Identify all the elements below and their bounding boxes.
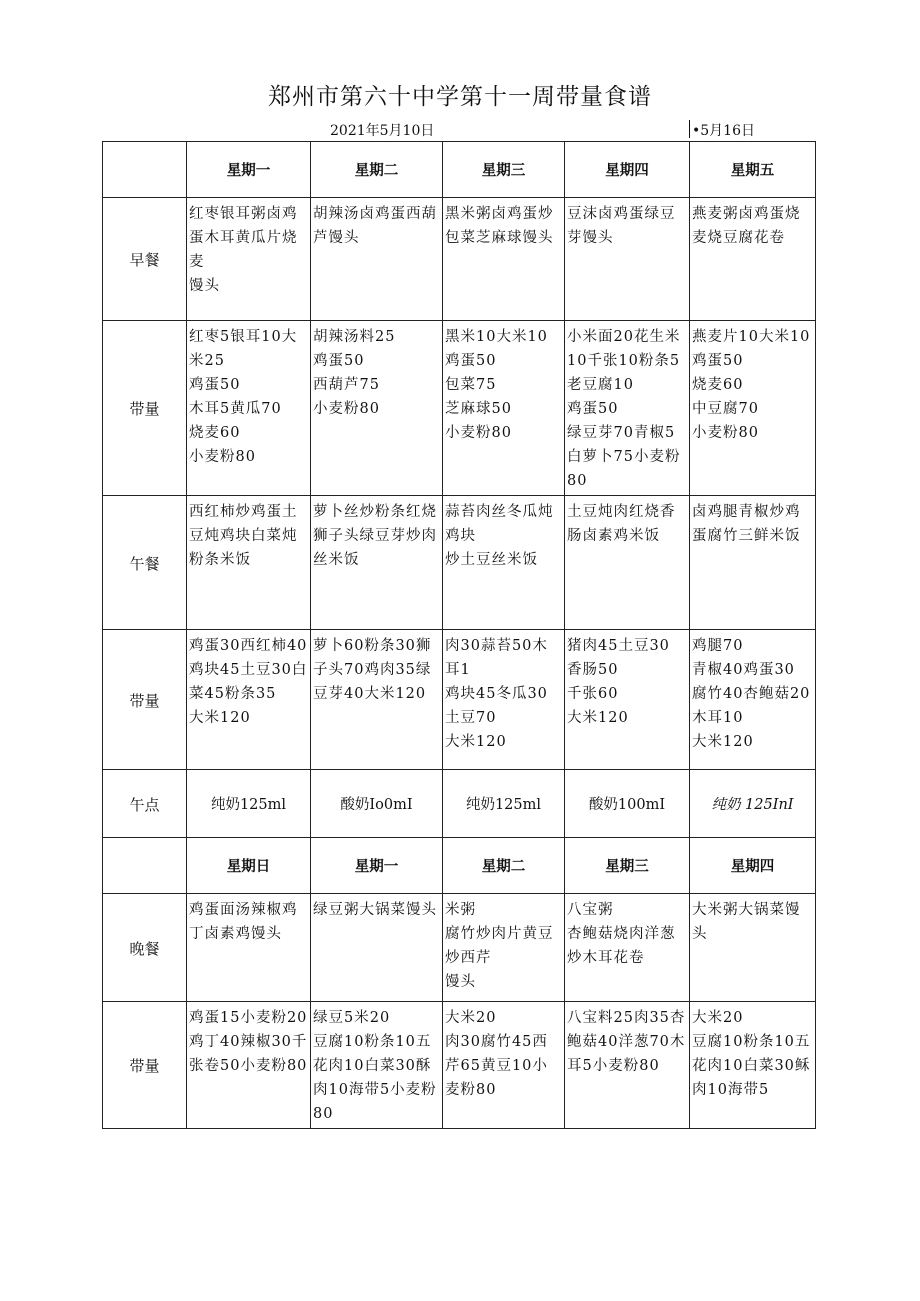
- date-start: 2021年5月10日: [330, 123, 435, 139]
- cell-line: 鸡蛋50: [189, 377, 241, 393]
- day-header: 星期二: [443, 838, 565, 894]
- menu-cell: [187, 198, 311, 321]
- cell-line: 绿豆芽70青椒5白萝卜75小麦粉80: [567, 425, 681, 489]
- snack-row: [103, 770, 816, 838]
- snack-cell: 酸奶Io0mI: [311, 770, 443, 838]
- cell-line: 小麦粉80: [692, 425, 759, 441]
- meal-label: 晚餐: [103, 894, 187, 1002]
- day-header: 星期一: [311, 838, 443, 894]
- cell-line: 千张60: [567, 686, 619, 702]
- page-title: 郑州市第六十中学第十一周带量食谱: [268, 84, 652, 110]
- quantity-cell: [565, 630, 690, 770]
- breakfast-qty-row: [103, 321, 816, 496]
- cell-line: 豆腐10粉条10五花肉10白菜30稣肉10海带5: [692, 1034, 811, 1098]
- cell-line: 中豆腐70: [692, 401, 759, 417]
- cell-line: 小麦粉80: [189, 449, 256, 465]
- menu-cell: [690, 894, 816, 1002]
- cell-line: 西葫芦75: [313, 377, 380, 393]
- cell-line: 木耳10: [692, 710, 744, 726]
- cell-line: 蒜苔肉丝冬瓜炖鸡块: [445, 504, 554, 544]
- cell-line: 红枣5银耳10大: [189, 329, 298, 345]
- day-header: 星期一: [187, 142, 311, 198]
- cell-line: 土豆炖肉红烧香肠卤素鸡米饭: [567, 504, 676, 544]
- snack-cell: 酸奶100mI: [565, 770, 690, 838]
- menu-cell: [311, 894, 443, 1002]
- snack-cell: 纯奶125ml: [443, 770, 565, 838]
- corner-cell: [103, 142, 187, 198]
- cell-line: 烧麦60: [189, 425, 241, 441]
- cell-line: 胡辣汤卤鸡蛋西葫芦馒头: [313, 206, 437, 246]
- dinner-header-row: [103, 838, 816, 894]
- cell-line: 燕麦粥卤鸡蛋烧麦烧豆腐花卷: [692, 206, 801, 246]
- day-header: 星期二: [311, 142, 443, 198]
- day-header: 星期日: [187, 838, 311, 894]
- meal-label: 早餐: [103, 198, 187, 321]
- cell-line: 杏鲍菇烧肉洋葱炒木耳花卷: [567, 926, 676, 966]
- quantity-cell: [443, 321, 565, 496]
- date-divider: [689, 120, 690, 138]
- cell-line: 鸡蛋面汤辣椒鸡丁卤素鸡馒头: [189, 902, 298, 942]
- cell-line: 木耳5黄瓜70: [189, 401, 282, 417]
- cell-line: 鸡蛋30西红柿40鸡块45土豆30白菜45粉条35: [189, 638, 308, 702]
- cell-line: 燕麦片10大米10: [692, 329, 811, 345]
- cell-line: 大米120: [692, 734, 754, 750]
- menu-cell: [187, 894, 311, 1002]
- dinner-qty-row: [103, 1002, 816, 1129]
- lunch-qty-row: [103, 630, 816, 770]
- menu-table: [102, 141, 816, 1129]
- quantity-cell: [443, 1002, 565, 1129]
- cell-line: 猪肉45土豆30: [567, 638, 670, 654]
- cell-line: 大米20: [692, 1010, 744, 1026]
- quantity-cell: [187, 1002, 311, 1129]
- meal-label: 午餐: [103, 496, 187, 630]
- cell-line: 腐竹炒肉片黄豆炒西芹: [445, 926, 554, 966]
- cell-line: 小麦粉80: [313, 401, 380, 417]
- meal-label: 带量: [103, 321, 187, 496]
- cell-line: 土豆70: [445, 710, 497, 726]
- cell-line: 馒头: [445, 974, 476, 990]
- cell-line: 大米粥大锅菜馒头: [692, 902, 801, 942]
- breakfast-row: [103, 198, 816, 321]
- cell-line: 鸡蛋50: [313, 353, 365, 369]
- cell-line: 西红柿炒鸡蛋土豆炖鸡块白菜炖粉条米饭: [189, 504, 298, 568]
- menu-cell: [187, 496, 311, 630]
- cell-line: 卤鸡腿青椒炒鸡蛋腐竹三鲜米饭: [692, 504, 801, 544]
- menu-cell: [311, 198, 443, 321]
- cell-line: 米25: [189, 353, 225, 369]
- menu-cell: [565, 894, 690, 1002]
- snack-cell: 纯奶 125InI: [690, 770, 816, 838]
- cell-line: 小麦粉80: [445, 425, 512, 441]
- cell-line: 绿豆粥大锅菜馒头: [313, 902, 437, 918]
- day-header: 星期五: [690, 142, 816, 198]
- menu-cell: [565, 198, 690, 321]
- cell-line: 豆腐10粉条10五花肉10白菜30酥肉10海带5小麦粉80: [313, 1034, 437, 1122]
- quantity-cell: [443, 630, 565, 770]
- cell-line: 鸡蛋50: [692, 353, 744, 369]
- menu-cell: [690, 496, 816, 630]
- day-header: 星期三: [565, 838, 690, 894]
- quantity-cell: [690, 630, 816, 770]
- cell-line: 黑米10大米10: [445, 329, 548, 345]
- day-header: 星期四: [690, 838, 816, 894]
- header-row: [103, 142, 816, 198]
- cell-line: 鸡蛋50: [445, 353, 497, 369]
- cell-line: 萝卜60粉条30狮子头70鸡肉35绿豆芽40大米120: [313, 638, 432, 702]
- dinner-row: [103, 894, 816, 1002]
- cell-line: 青椒40鸡蛋30: [692, 662, 795, 678]
- cell-line: 绿豆5米20: [313, 1010, 391, 1026]
- cell-line: 大米120: [445, 734, 507, 750]
- meal-label: 带量: [103, 1002, 187, 1129]
- quantity-cell: [690, 1002, 816, 1129]
- quantity-cell: [311, 630, 443, 770]
- quantity-cell: [311, 321, 443, 496]
- day-header: 星期三: [443, 142, 565, 198]
- day-header: 星期四: [565, 142, 690, 198]
- cell-line: 肉30腐竹45西芹65黄豆10小麦粉80: [445, 1034, 548, 1098]
- cell-line: 肉30蒜苔50木耳1: [445, 638, 548, 678]
- cell-line: 黑米粥卤鸡蛋炒包菜芝麻球馒头: [445, 206, 554, 246]
- cell-line: 米粥: [445, 902, 476, 918]
- menu-cell: [443, 198, 565, 321]
- cell-line: 包菜75: [445, 377, 497, 393]
- menu-cell: [565, 496, 690, 630]
- cell-line: 八宝料25肉35杏鲍菇40洋葱70木耳5小麦粉80: [567, 1010, 686, 1074]
- menu-cell: [443, 894, 565, 1002]
- cell-line: 豆沫卤鸡蛋绿豆芽馒头: [567, 206, 676, 246]
- cell-line: 芝麻球50: [445, 401, 512, 417]
- cell-line: 大米120: [567, 710, 629, 726]
- cell-line: 鸡腿70: [692, 638, 744, 654]
- menu-cell: [311, 496, 443, 630]
- cell-line: 胡辣汤料25: [313, 329, 396, 345]
- cell-line: 小米面20花生米10千张10粉条5老豆腐10: [567, 329, 681, 393]
- meal-label: 带量: [103, 630, 187, 770]
- menu-cell: [443, 496, 565, 630]
- quantity-cell: [565, 1002, 690, 1129]
- cell-line: 烧麦60: [692, 377, 744, 393]
- corner-cell: [103, 838, 187, 894]
- cell-line: 萝卜丝炒粉条红烧狮子头绿豆芽炒肉丝米饭: [313, 504, 437, 568]
- cell-line: 鸡蛋15小麦粉20鸡丁40辣椒30千张卷50小麦粉80: [189, 1010, 308, 1074]
- cell-line: 馒头: [189, 278, 220, 294]
- date-end: •5月16日: [692, 123, 755, 139]
- cell-line: 腐竹40杏鲍菇20: [692, 686, 811, 702]
- cell-line: 八宝粥: [567, 902, 614, 918]
- meal-label: 午点: [103, 770, 187, 838]
- quantity-cell: [187, 630, 311, 770]
- cell-line: 大米120: [189, 710, 251, 726]
- quantity-cell: [690, 321, 816, 496]
- cell-line: 鸡块45冬瓜30: [445, 686, 548, 702]
- lunch-row: [103, 496, 816, 630]
- cell-line: 大米20: [445, 1010, 497, 1026]
- quantity-cell: [187, 321, 311, 496]
- snack-cell: 纯奶125ml: [187, 770, 311, 838]
- cell-line: 红枣银耳粥卤鸡蛋木耳黄瓜片烧麦: [189, 206, 298, 270]
- cell-line: 香肠50: [567, 662, 619, 678]
- menu-cell: [690, 198, 816, 321]
- quantity-cell: [311, 1002, 443, 1129]
- quantity-cell: [565, 321, 690, 496]
- cell-line: 鸡蛋50: [567, 401, 619, 417]
- cell-line: 炒土豆丝米饭: [445, 552, 538, 568]
